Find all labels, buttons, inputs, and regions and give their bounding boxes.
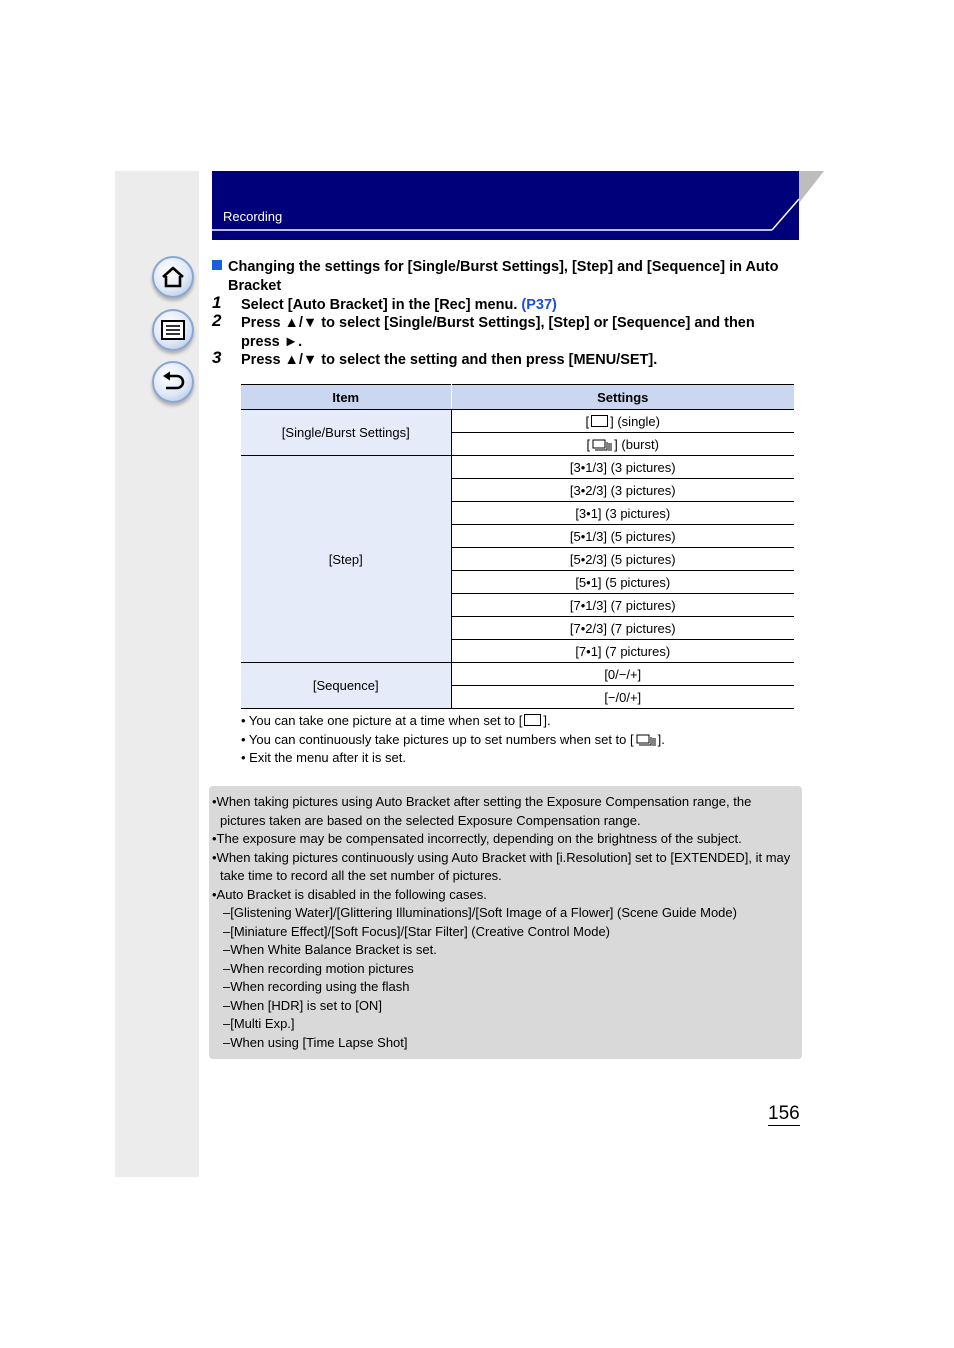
setting-cell: [ ] (single) — [451, 410, 794, 433]
page-number: 156 — [768, 1103, 800, 1124]
caution-bullet: •When taking pictures continuously using Auto Bracket with [i.Resolution] set to [EXTENDED], it may take time to record all the set number of pictures. — [212, 849, 791, 883]
disabled-case: –When White Balance Bracket is set. — [223, 942, 437, 957]
header-divider — [212, 229, 812, 231]
disabled-case: –[Miniature Effect]/[Soft Focus]/[Star Filter] (Creative Control Mode) — [223, 923, 611, 939]
note-item: • You can continuously take pictures up to set numbers when set to [ ]. — [241, 731, 665, 747]
item-cell: [Single/Burst Settings] — [241, 410, 451, 456]
burst-frames-icon — [592, 439, 612, 452]
section-title: Changing the settings for [Single/Burst Settings], [Step] and [Sequence] in Auto Bracket — [212, 258, 802, 296]
setting-cell: [7•1/3] (7 pictures) — [451, 594, 794, 617]
disabled-case: –When recording using the flash — [223, 979, 410, 994]
setting-cell: [ ] (burst) — [451, 433, 794, 456]
caution-bullet: •The exposure may be compensated incorrectly, depending on the brightness of the subject. — [212, 831, 742, 846]
home-button[interactable] — [152, 256, 194, 298]
list-icon — [160, 319, 186, 341]
caution-text — [212, 793, 800, 1052]
table-row — [241, 663, 794, 686]
back-button[interactable] — [152, 361, 194, 403]
setting-cell: [5•2/3] (5 pictures) — [451, 548, 794, 571]
table-row — [241, 410, 794, 433]
item-cell: [Sequence] — [241, 663, 451, 709]
disabled-case: –When recording motion pictures — [223, 960, 414, 976]
table-row — [241, 456, 794, 479]
header-slash — [770, 197, 800, 231]
note-item: • Exit the menu after it is set. — [241, 750, 406, 765]
caution-bullet: •Auto Bracket is disabled in the following cases. — [212, 886, 487, 902]
caution-bullet: •When taking pictures using Auto Bracket after setting the Exposure Compensation range, the pictures taken are based on the selected Exposure Compensation range. — [212, 794, 752, 828]
setting-cell: [0/−/+] — [451, 663, 794, 686]
table-notes — [241, 712, 665, 768]
back-arrow-icon — [160, 371, 186, 393]
disabled-case: –[Multi Exp.] — [223, 1016, 295, 1031]
item-cell: [Step] — [241, 456, 451, 663]
setting-cell: [3•1] (3 pictures) — [451, 502, 794, 525]
setting-cell: [−/0/+] — [451, 686, 794, 709]
setting-cell: [3•1/3] (3 pictures) — [451, 456, 794, 479]
disabled-case: –When using [Time Lapse Shot] — [223, 1034, 408, 1050]
square-bullet-icon — [212, 260, 222, 270]
column-header: Item — [241, 385, 451, 410]
table-header-row — [241, 385, 794, 410]
home-icon — [160, 265, 186, 289]
setting-cell: [7•2/3] (7 pictures) — [451, 617, 794, 640]
disabled-case: –When [HDR] is set to [ON] — [223, 997, 382, 1013]
setting-cell: [5•1/3] (5 pictures) — [451, 525, 794, 548]
disabled-case: –[Glistening Water]/[Glittering Illuminations]/[Soft Image of a Flower] (Scene Guide Mode) — [223, 905, 737, 920]
settings-table — [241, 384, 794, 709]
burst-frames-icon — [636, 734, 656, 747]
setting-cell: [3•2/3] (3 pictures) — [451, 479, 794, 502]
note-item: • You can take one picture at a time when set to [ ]. — [241, 713, 551, 728]
single-frame-icon — [524, 714, 541, 726]
column-header: Settings — [451, 385, 794, 410]
setting-cell: [5•1] (5 pictures) — [451, 571, 794, 594]
section-label: Recording — [223, 209, 283, 224]
setting-cell: [7•1] (7 pictures) — [451, 640, 794, 663]
contents-button[interactable] — [152, 309, 194, 351]
page-link[interactable]: (P37) — [521, 297, 557, 313]
single-frame-icon — [591, 415, 608, 427]
